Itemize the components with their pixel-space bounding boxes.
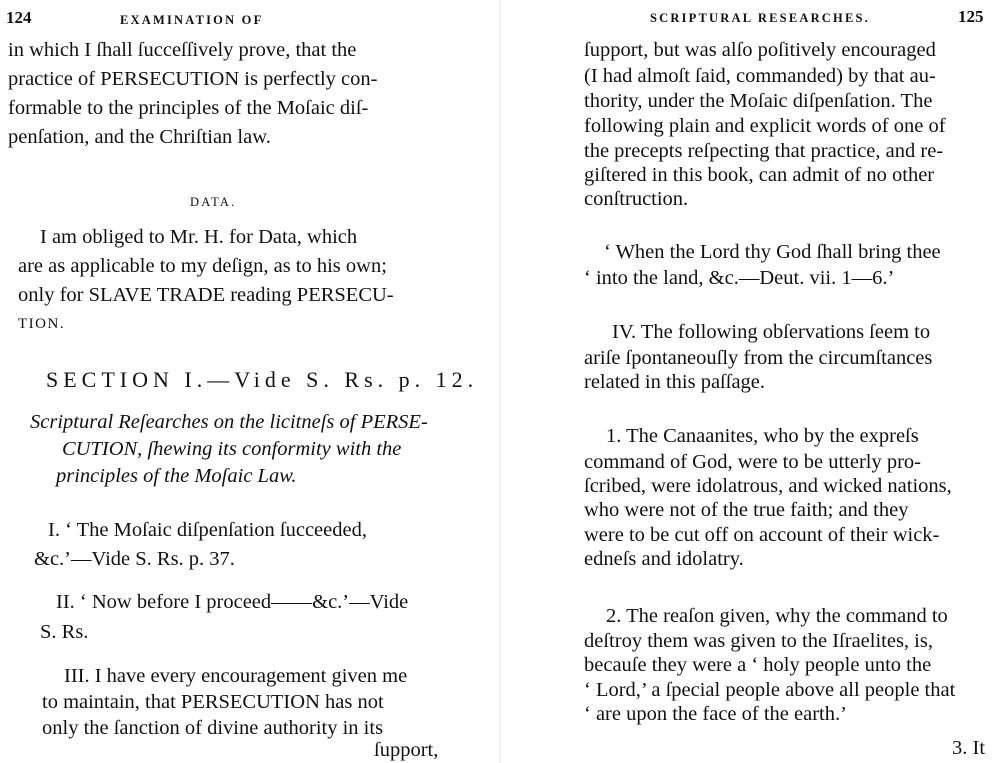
text-line: the precepts reſpecting that practice, and re- (584, 140, 944, 162)
text-line: TION. (18, 316, 66, 332)
text-line: ‘ Lord,’ a ſpecial people above all people that (584, 679, 956, 701)
section-heading: SECTION I.—Vide S. Rs. p. 12. (46, 367, 479, 392)
text-line: II. ‘ Now before I proceed——&c.’—Vide (56, 591, 409, 613)
text-line: ‘ When the Lord thy God ſhall bring thee (604, 241, 941, 263)
text-line: were to be cut off on account of their wick- (584, 524, 940, 546)
text-line: ariſe ſpontaneouſly from the circumſtances (584, 347, 933, 369)
text-line: ſcribed, were idolatrous, and wicked nations, (584, 475, 952, 497)
text-line: only for SLAVE TRADE reading PERSECU- (18, 284, 394, 306)
text-line: deſtroy them was given to the Iſraelites, is, (584, 630, 933, 652)
text-line: formable to the principles of the Moſaic diſ- (8, 97, 369, 119)
text-line: conſtruction. (584, 188, 689, 210)
text-line: related in this paſſage. (584, 371, 766, 393)
text-line: giſtered in this book, can admit of no other (584, 164, 935, 186)
text-line: S. Rs. (40, 621, 89, 643)
text-line: ‘ are upon the face of the earth.’ (584, 703, 847, 725)
catchword: 3. It (952, 737, 986, 759)
text-line: following plain and explicit words of one of (584, 115, 946, 137)
catchword: ſupport, (374, 739, 439, 761)
text-line: in which I ſhall ſucceſſively prove, that the (8, 39, 357, 61)
data-heading: DATA. (190, 195, 237, 209)
text-line: IV. The following obſervations ſeem to (612, 321, 931, 343)
text-line: to maintain, that PERSECUTION has not (42, 691, 384, 713)
text-line: who were not of the true faith; and they (584, 499, 909, 521)
text-line: 2. The reaſon given, why the command to (606, 605, 948, 627)
text-line: principles of the Moſaic Law. (56, 465, 297, 487)
text-line: only the ſanction of divine authority in its (42, 717, 384, 739)
page-number: 124 (6, 8, 32, 27)
text-line: I am obliged to Mr. H. for Data, which (40, 226, 358, 248)
text-line: becauſe they were a ‘ holy people unto the (584, 654, 932, 676)
text-line: are as applicable to my deſign, as to his own; (18, 255, 387, 277)
text-line: ſupport, but was alſo poſitively encouraged (584, 39, 936, 61)
text-line: (I had almoſt ſaid, commanded) by that au- (584, 65, 936, 87)
text-line: I. ‘ The Moſaic diſpenſation ſucceeded, (48, 519, 367, 541)
text-line: 1. The Canaanites, who by the expreſs (606, 425, 919, 447)
text-line: command of God, were to be utterly pro- (584, 451, 922, 473)
text-line: edneſs and idolatry. (584, 548, 744, 570)
text-line: &c.’—Vide S. Rs. p. 37. (34, 548, 235, 570)
text-line: thority, under the Moſaic diſpenſation. The (584, 90, 933, 112)
text-line: penſation, and the Chriſtian law. (8, 126, 271, 148)
running-head: SCRIPTURAL RESEARCHES. (650, 11, 870, 25)
right-page (500, 0, 1000, 763)
text-line: III. I have every encouragement given me (64, 665, 408, 687)
text-line: ‘ into the land, &c.—Deut. vii. 1—6.’ (584, 267, 895, 289)
page-number: 125 (958, 7, 984, 26)
running-head: EXAMINATION OF (120, 13, 264, 27)
text-line: practice of PERSECUTION is perfectly con- (8, 68, 378, 90)
text-line: CUTION, ſhewing its conformity with the (62, 438, 402, 460)
text-line: Scriptural Reſearches on the licitneſs of PERSE- (30, 411, 428, 433)
